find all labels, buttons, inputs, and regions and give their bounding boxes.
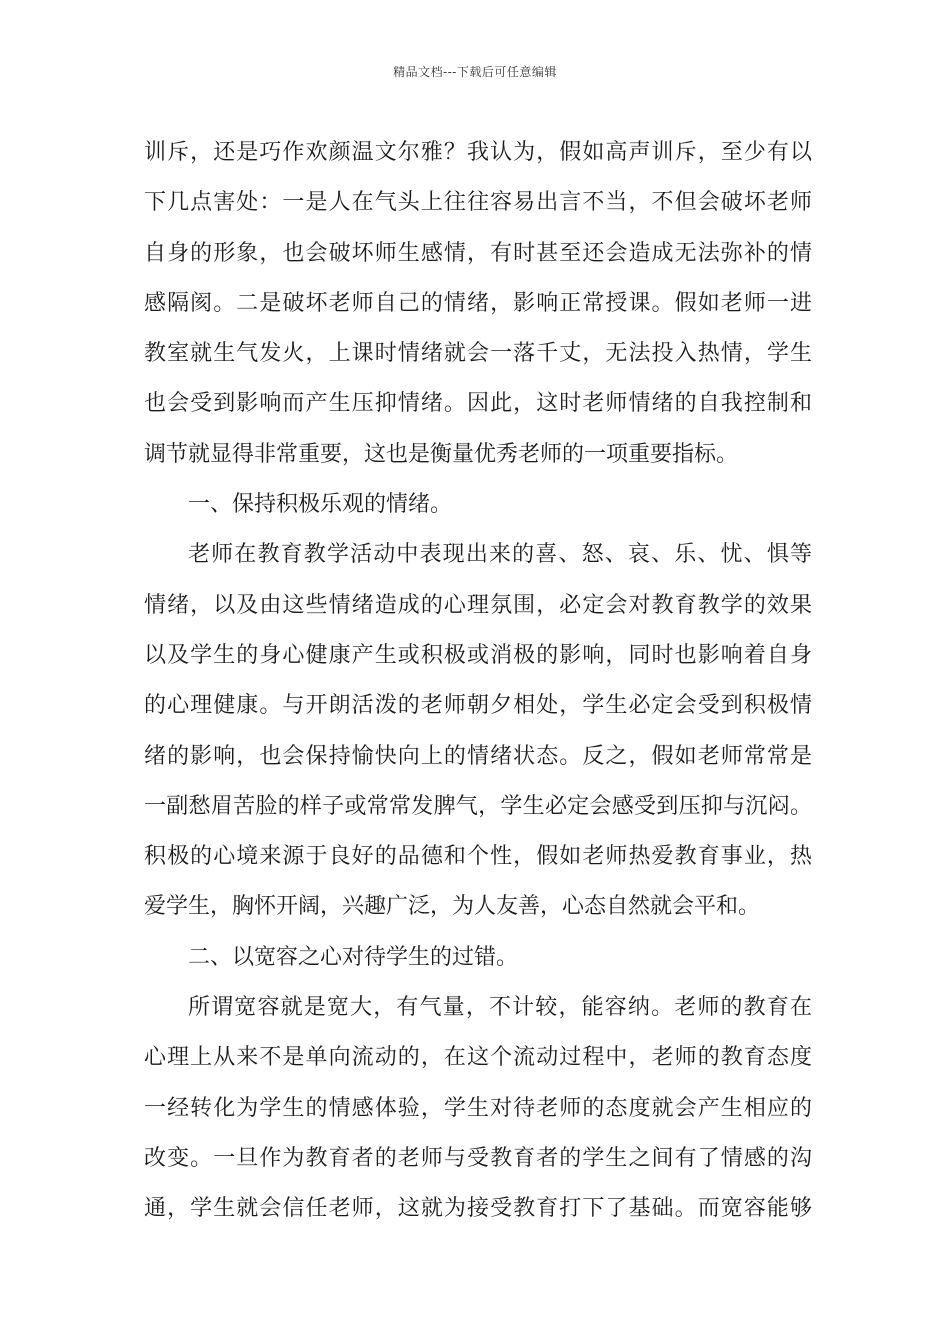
text-line: 以及学生的身心健康产生或积极或消极的影响，同时也影响着自身 bbox=[144, 642, 812, 668]
text-line: 改变。一旦作为教育者的老师与受教育者的学生之间有了情感的沟 bbox=[144, 1145, 812, 1171]
text-line: 积极的心境来源于良好的品德和个性，假如老师热爱教育事业，热 bbox=[144, 844, 812, 870]
text-line: 的心理健康。与开朗活泼的老师朝夕相处，学生必定会受到积极情 bbox=[144, 693, 812, 719]
body-text bbox=[144, 128, 812, 1235]
text-line: 一副愁眉苦脸的样子或常常发脾气，学生必定会感受到压抑与沉闷。 bbox=[144, 793, 812, 819]
text-line: 感隔阂。二是破坏老师自己的情绪，影响正常授课。假如老师一进 bbox=[144, 290, 812, 316]
text-line: 也会受到影响而产生压抑情绪。因此，这时老师情绪的自我控制和 bbox=[144, 391, 812, 417]
section-heading: 一、保持积极乐观的情绪。 bbox=[188, 492, 453, 518]
text-line: 自身的形象，也会破坏师生感情，有时甚至还会造成无法弥补的情 bbox=[144, 240, 812, 266]
text-line: 心理上从来不是单向流动的，在这个流动过程中，老师的教育态度 bbox=[144, 1045, 812, 1071]
page-header: 精品文档---下载后可任意编辑 bbox=[393, 65, 557, 79]
text-line: 情绪，以及由这些情绪造成的心理氛围，必定会对教育教学的效果 bbox=[144, 592, 812, 618]
text-line: 绪的影响，也会保持愉快向上的情绪状态。反之，假如老师常常是 bbox=[144, 743, 812, 769]
text-line: 爱学生，胸怀开阔，兴趣广泛，为人友善，心态自然就会平和。 bbox=[144, 894, 761, 920]
text-line: 一经转化为学生的情感体验，学生对待老师的态度就会产生相应的 bbox=[144, 1095, 812, 1121]
text-line: 训斥，还是巧作欢颜温文尔雅？我认为，假如高声训斥，至少有以 bbox=[144, 140, 812, 165]
text-line: 老师在教育教学活动中表现出来的喜、怒、哀、乐、忧、惧等 bbox=[188, 542, 812, 568]
text-line: 所谓宽容就是宽大，有气量，不计较，能容纳。老师的教育在 bbox=[188, 995, 812, 1021]
text-line: 调节就显得非常重要，这也是衡量优秀老师的一项重要指标。 bbox=[144, 441, 739, 467]
text-line: 通，学生就会信任老师，这就为接受教育打下了基础。而宽容能够 bbox=[144, 1196, 812, 1222]
text-line: 教室就生气发火，上课时情绪就会一落千丈，无法投入热情，学生 bbox=[144, 341, 812, 367]
text-line: 下几点害处：一是人在气头上往往容易出言不当，不但会破坏老师 bbox=[144, 190, 812, 216]
section-heading: 二、以宽容之心对待学生的过错。 bbox=[188, 944, 519, 970]
